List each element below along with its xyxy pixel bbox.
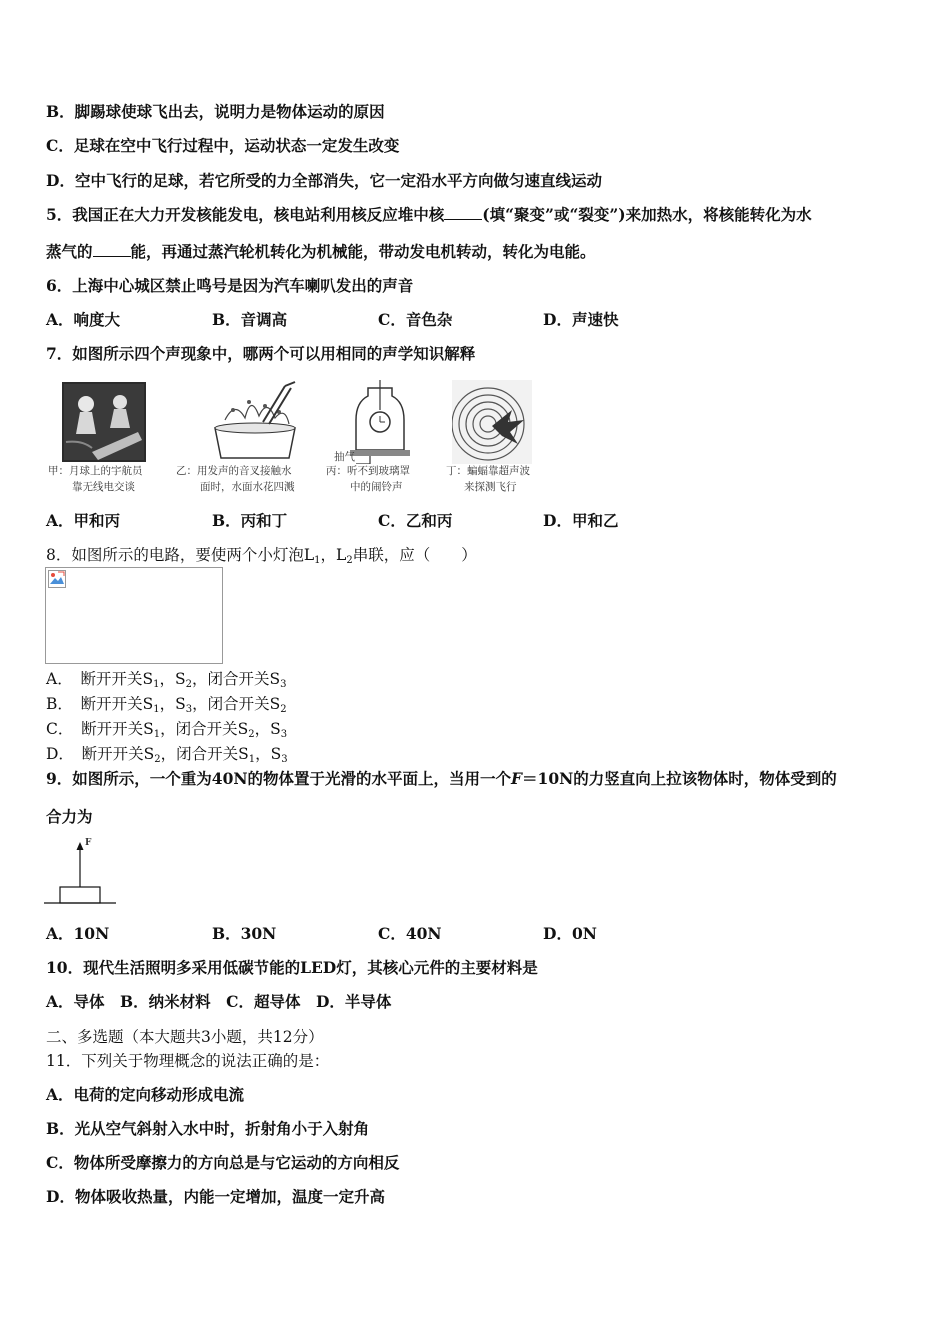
section-2-title: 二、多选题（本大题共3小题，共12分） xyxy=(46,1028,324,1046)
q9-stem-line-2: 合力为 xyxy=(46,807,93,826)
q7-option-a: A．甲和丙 xyxy=(46,511,121,530)
q8-stem-c: 串联，应（ ） xyxy=(352,546,477,564)
q7-caption-b-1: 乙：用发声的音叉接触水 xyxy=(176,465,292,477)
q9-force-symbol: F xyxy=(511,769,523,788)
q11-option-c: C．物体所受摩擦力的方向总是与它运动的方向相反 xyxy=(46,1153,400,1172)
q9-force-diagram xyxy=(44,836,120,908)
q5-blank-1 xyxy=(444,205,482,220)
q7-option-c: C．乙和丙 xyxy=(378,511,453,530)
q6-option-a: A．响度大 xyxy=(46,310,121,329)
q7-figure-bat-echolocation xyxy=(452,380,532,464)
q9-text-a: 9．如图所示，一个重为40N的物体置于光滑的水平面上，当用一个 xyxy=(46,769,512,788)
q7-caption-d-2: 来探测飞行 xyxy=(464,481,517,493)
q11-option-d: D．物体吸收热量，内能一定增加，温度一定升高 xyxy=(46,1187,385,1206)
q7-pump-label: 抽气 xyxy=(334,451,355,463)
q4-option-d: D．空中飞行的足球，若它所受的力全部消失，它一定沿水平方向做匀速直线运动 xyxy=(46,171,602,190)
q6-option-d: D．声速快 xyxy=(543,310,619,329)
q8-stem-a: 8．如图所示的电路，要使两个小灯泡L xyxy=(46,546,315,564)
q7-figure-astronauts xyxy=(62,382,146,462)
q9-option-a: A．10N xyxy=(46,924,110,943)
q7-figure-tuning-fork xyxy=(205,380,305,464)
q8-sub-1: 1 xyxy=(314,555,321,566)
q9-force-label: F xyxy=(85,838,92,848)
q7-option-b: B．丙和丁 xyxy=(212,511,288,530)
q9-option-d: D．0N xyxy=(543,924,597,943)
q9-option-b: B．30N xyxy=(212,924,277,943)
q5-text-a: 5．我国正在大力开发核能发电，核电站利用核反应堆中核 xyxy=(46,205,445,224)
q5-text-c: 蒸气的 xyxy=(46,242,93,261)
q10-options: A．导体 B．纳米材料 C．超导体 D．半导体 xyxy=(46,992,392,1011)
q5-text-d: 能，再通过蒸汽轮机转化为机械能，带动发电机转动，转化为电能。 xyxy=(130,242,596,261)
q8-option-c: C． 断开开关$S_1$，闭合开关$S_2$，$S_3$ xyxy=(46,720,288,740)
q7-option-d: D．甲和乙 xyxy=(543,511,619,530)
q7-caption-a-1: 甲：月球上的宇航员 xyxy=(48,465,143,477)
broken-image-icon xyxy=(48,570,66,588)
q4-option-b: B．脚踢球使球飞出去，说明力是物体运动的原因 xyxy=(46,102,385,121)
q7-caption-b-2: 面时，水面水花四溅 xyxy=(200,481,295,493)
q9-text-b: ＝10N的力竖直向上拉该物体时，物体受到的 xyxy=(522,769,837,788)
q7-caption-c-2: 中的闹铃声 xyxy=(350,481,403,493)
q11-stem: 11．下列关于物理概念的说法正确的是： xyxy=(46,1052,330,1070)
q11-option-b: B．光从空气斜射入水中时，折射角小于入射角 xyxy=(46,1119,370,1138)
q10-stem: 10．现代生活照明多采用低碳节能的LED灯，其核心元件的主要材料是 xyxy=(46,958,538,977)
q7-caption-a-2: 靠无线电交谈 xyxy=(72,481,135,493)
q6-option-b: B．音调高 xyxy=(212,310,288,329)
q5-text-b: (填“聚变”或“裂变”)来加热水，将核能转化为水 xyxy=(482,205,812,224)
q7-caption-c-1: 丙：听不到玻璃罩 xyxy=(326,465,410,477)
q11-option-a: A．电荷的定向移动形成电流 xyxy=(46,1085,245,1104)
q8-option-b: B． 断开开关$S_1$，$S_3$，闭合开关$S_2$ xyxy=(46,695,287,715)
q7-caption-d-1: 丁：蝙蝠靠超声波 xyxy=(446,465,530,477)
q8-circuit-image-placeholder xyxy=(45,567,223,664)
q5-line-2 xyxy=(46,242,596,262)
q8-option-a: A． 断开开关$S_1$，$S_2$，闭合开关$S_3$ xyxy=(46,670,287,690)
q8-stem-b: ，L xyxy=(320,546,347,564)
q8-option-d: D． 断开开关$S_2$，闭合开关$S_1$，$S_3$ xyxy=(46,745,288,765)
q5-line-1 xyxy=(46,205,812,225)
q7-stem: 7．如图所示四个声现象中，哪两个可以用相同的声学知识解释 xyxy=(46,344,476,363)
q5-blank-2 xyxy=(93,242,131,257)
q8-sub-2: 2 xyxy=(346,555,353,566)
q9-option-c: C．40N xyxy=(378,924,442,943)
q6-option-c: C．音色杂 xyxy=(378,310,453,329)
q4-option-c: C．足球在空中飞行过程中，运动状态一定发生改变 xyxy=(46,136,400,155)
q6-stem: 6．上海中心城区禁止鸣号是因为汽车喇叭发出的声音 xyxy=(46,276,414,295)
q9-stem-line-1 xyxy=(46,769,837,789)
